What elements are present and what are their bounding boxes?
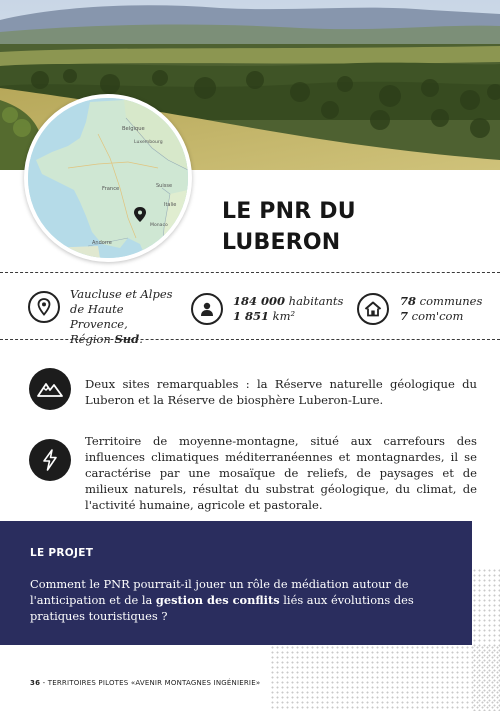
- house-icon: [357, 293, 389, 325]
- map-label: Suisse: [156, 183, 173, 189]
- person-icon: [191, 293, 223, 325]
- projet-text: Comment le PNR pourrait-il jouer un rôle de médiation autour de l'anticipation et de la gestion des conflits liés aux évolutions des pratiques touristiques ?: [30, 577, 414, 623]
- map-label: Andorre: [92, 240, 112, 246]
- page-number: 36: [30, 679, 41, 687]
- france-location-map: [24, 94, 192, 262]
- projet-box: [0, 521, 472, 645]
- divider-middle: [0, 339, 500, 340]
- projet-heading: LE PROJET: [30, 547, 94, 559]
- title-line-2: LUBERON: [222, 230, 341, 255]
- lightning-icon: [29, 439, 71, 481]
- communes-value: 78: [400, 294, 417, 308]
- map-label: Luxembourg: [134, 140, 163, 145]
- map-label: France: [102, 186, 120, 192]
- map-label: Belgique: [122, 126, 145, 132]
- mountains-icon: [29, 368, 71, 410]
- page-title: [222, 196, 472, 258]
- projet-highlight: gestion des conflits: [155, 593, 280, 607]
- area-value: 1 851: [233, 309, 270, 323]
- population-text: 184 000 habitants 1 851 km²: [233, 294, 344, 323]
- page-footer: [30, 679, 260, 687]
- feature-text-2: Territoire de moyenne-montagne, situé aux carrefours des influences climatiques méditerranéennes et montagnardes, il se caractérise par une mosaïque de reliefs, de paysages et de milieux naturels, résultat du substrat géologique, du climat, de l'activité humaine, agricole et pastorale.: [85, 434, 477, 512]
- region-name: Sud: [114, 332, 140, 346]
- location-pin-icon: [28, 291, 60, 323]
- title-line-1: LE PNR DU: [222, 199, 356, 224]
- feature-text-1: Deux sites remarquables : la Réserve naturelle géologique du Luberon et la Réserve de biosphère Luberon-Lure.: [85, 377, 477, 407]
- comcom-value: 7: [400, 309, 409, 323]
- location-text: Vaucluse et Alpes de Haute Provence, Région Sud.: [70, 287, 173, 346]
- map-label: Monaco: [150, 223, 168, 228]
- divider-top: [0, 272, 500, 273]
- dot-pattern-bottom: [270, 645, 500, 711]
- communes-text: 78 communes 7 com'com: [400, 294, 483, 323]
- footer-text: - TERRITOIRES PILOTES «AVENIR MONTAGNES INGÉNIERIE»: [40, 679, 261, 687]
- map-label: Italie: [164, 202, 177, 208]
- population-value: 184 000: [233, 294, 286, 308]
